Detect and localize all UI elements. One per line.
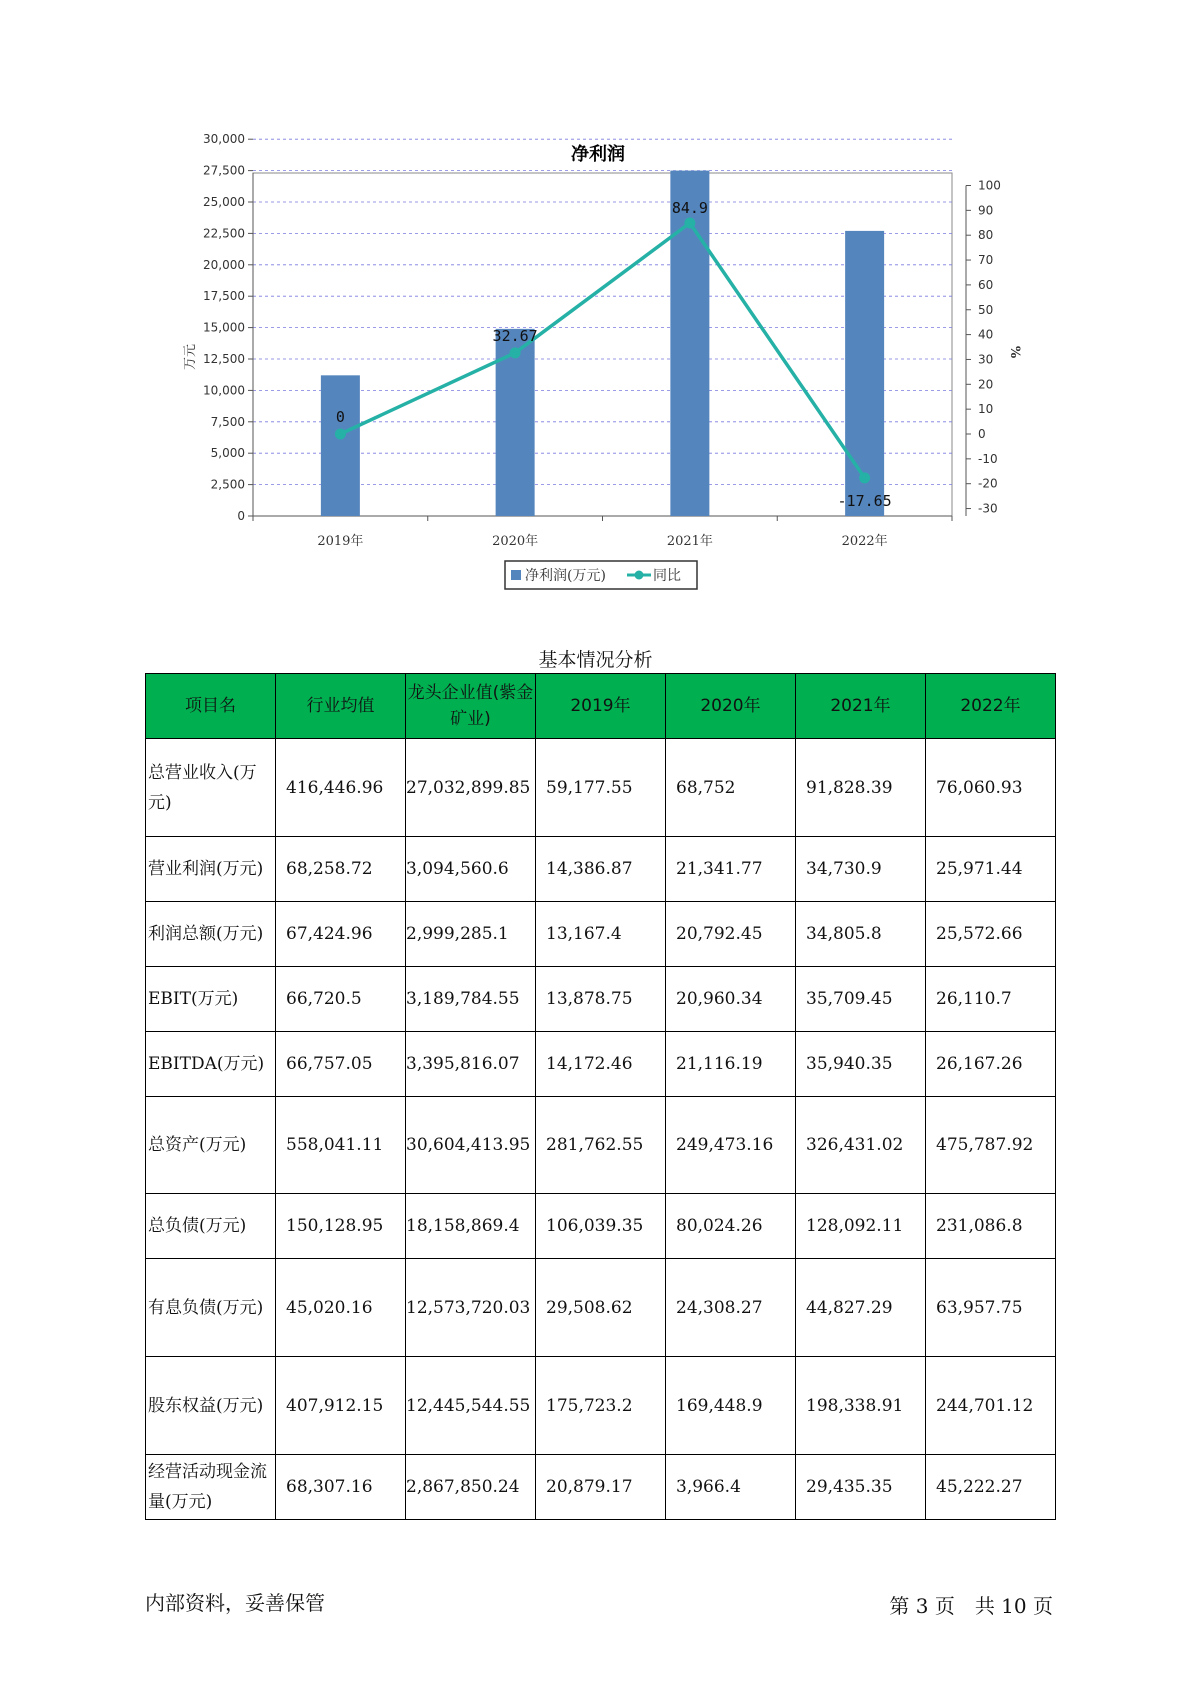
data-label: 84.9 xyxy=(671,199,708,218)
footer-confidential-note: 内部资料，妥善保管 xyxy=(145,1591,325,1615)
table-cell: 66,757.05 xyxy=(276,1032,406,1097)
table-cell: 558,041.11 xyxy=(276,1097,406,1194)
header-cell: 项目名 xyxy=(146,674,276,739)
table-cell: 35,940.35 xyxy=(796,1032,926,1097)
table-cell: 169,448.9 xyxy=(666,1357,796,1455)
table-row xyxy=(146,1097,1056,1194)
right-tick-label: 10 xyxy=(978,402,994,417)
table-cell: 326,431.02 xyxy=(796,1097,926,1194)
table-cell: 3,966.4 xyxy=(666,1455,796,1520)
row-label: EBIT(万元) xyxy=(146,967,276,1032)
header-cell: 2019年 xyxy=(536,674,666,739)
right-tick-label: 90 xyxy=(978,203,994,218)
legend-label: 同比 xyxy=(653,568,681,584)
table-cell: 13,167.4 xyxy=(536,902,666,967)
right-tick-label: 60 xyxy=(978,277,994,292)
row-label: 总负债(万元) xyxy=(146,1194,276,1259)
legend-bar-swatch xyxy=(511,570,521,580)
left-tick-label: 30,000 xyxy=(203,132,245,147)
table-cell: 80,024.26 xyxy=(666,1194,796,1259)
table-cell: 18,158,869.4 xyxy=(406,1194,536,1259)
right-tick-label: 70 xyxy=(978,253,994,268)
row-label: 总营业收入(万元) xyxy=(146,739,276,837)
y-axis-title: 万元 xyxy=(183,343,198,371)
table-cell: 34,805.8 xyxy=(796,902,926,967)
table-row xyxy=(146,837,1056,902)
table-cell: 20,879.17 xyxy=(536,1455,666,1520)
table-cell: 68,752 xyxy=(666,739,796,837)
table-row xyxy=(146,1032,1056,1097)
row-label: EBITDA(万元) xyxy=(146,1032,276,1097)
legend-label: 净利润(万元) xyxy=(525,568,606,584)
table-cell: 67,424.96 xyxy=(276,902,406,967)
left-tick-label: 7,500 xyxy=(210,414,245,429)
net-profit-chart xyxy=(0,0,1191,600)
row-label: 有息负债(万元) xyxy=(146,1259,276,1357)
table-cell: 3,094,560.6 xyxy=(406,837,536,902)
table-cell: 68,307.16 xyxy=(276,1455,406,1520)
left-tick-label: 22,500 xyxy=(203,226,245,241)
table-cell: 14,386.87 xyxy=(536,837,666,902)
table-cell: 24,308.27 xyxy=(666,1259,796,1357)
left-tick-label: 10,000 xyxy=(203,383,245,398)
left-tick-label: 15,000 xyxy=(203,320,245,335)
table-cell: 21,116.19 xyxy=(666,1032,796,1097)
chart-legend xyxy=(505,561,697,589)
right-tick-label: 0 xyxy=(978,427,986,441)
table-row xyxy=(146,967,1056,1032)
table-cell: 35,709.45 xyxy=(796,967,926,1032)
table-cell: 63,957.75 xyxy=(926,1259,1056,1357)
right-tick-label: 20 xyxy=(978,377,994,392)
table-cell: 407,912.15 xyxy=(276,1357,406,1455)
table-cell: 91,828.39 xyxy=(796,739,926,837)
bar xyxy=(321,375,360,516)
table-cell: 20,792.45 xyxy=(666,902,796,967)
table-row xyxy=(146,739,1056,837)
line-point xyxy=(510,347,521,358)
line-series xyxy=(335,218,870,484)
table-cell: 59,177.55 xyxy=(536,739,666,837)
table-cell: 34,730.9 xyxy=(796,837,926,902)
table-cell: 45,020.16 xyxy=(276,1259,406,1357)
right-tick-label: 80 xyxy=(978,228,994,243)
table-cell: 29,508.62 xyxy=(536,1259,666,1357)
table-cell: 30,604,413.95 xyxy=(406,1097,536,1194)
data-label: 32.67 xyxy=(492,326,538,345)
table-row xyxy=(146,1357,1056,1455)
left-tick-label: 27,500 xyxy=(203,163,245,178)
line-point xyxy=(335,429,346,440)
y2-axis-title: % xyxy=(1007,345,1022,359)
table-cell: 44,827.29 xyxy=(796,1259,926,1357)
row-label: 经营活动现金流量(万元) xyxy=(146,1455,276,1520)
table-row xyxy=(146,902,1056,967)
table-cell: 175,723.2 xyxy=(536,1357,666,1455)
left-tick-label: 20,000 xyxy=(203,257,245,272)
left-tick-label: 2,500 xyxy=(210,477,245,492)
chart-axes xyxy=(183,132,1022,549)
table-cell: 2,999,285.1 xyxy=(406,902,536,967)
left-tick-label: 5,000 xyxy=(210,446,245,461)
table-cell: 416,446.96 xyxy=(276,739,406,837)
table-cell: 475,787.92 xyxy=(926,1097,1056,1194)
table-row xyxy=(146,1455,1056,1520)
table-cell: 106,039.35 xyxy=(536,1194,666,1259)
table-cell: 20,960.34 xyxy=(666,967,796,1032)
right-tick-label: -10 xyxy=(978,451,998,466)
table-cell: 21,341.77 xyxy=(666,837,796,902)
chart-title: 净利润 xyxy=(571,144,625,165)
header-cell: 行业均值 xyxy=(276,674,406,739)
left-tick-label: 17,500 xyxy=(203,289,245,304)
table-cell: 3,189,784.55 xyxy=(406,967,536,1032)
header-cell: 龙头企业值(紫金矿业) xyxy=(406,674,536,739)
x-tick-label: 2021年 xyxy=(666,534,713,549)
table-cell: 150,128.95 xyxy=(276,1194,406,1259)
table-row xyxy=(146,1194,1056,1259)
basic-analysis-table xyxy=(145,673,1056,1520)
table-cell: 12,573,720.03 xyxy=(406,1259,536,1357)
row-label: 营业利润(万元) xyxy=(146,837,276,902)
table-cell: 14,172.46 xyxy=(536,1032,666,1097)
chart-labels xyxy=(336,199,892,510)
line-point xyxy=(859,472,870,483)
header-cell: 2020年 xyxy=(666,674,796,739)
header-cell: 2021年 xyxy=(796,674,926,739)
right-tick-label: -20 xyxy=(978,476,998,491)
line-path xyxy=(340,223,864,478)
row-label: 利润总额(万元) xyxy=(146,902,276,967)
table-cell: 25,572.66 xyxy=(926,902,1056,967)
table-cell: 76,060.93 xyxy=(926,739,1056,837)
table-cell: 68,258.72 xyxy=(276,837,406,902)
table-cell: 26,110.7 xyxy=(926,967,1056,1032)
footer-page-number: 第 3 页 共 10 页 xyxy=(889,1594,1053,1618)
table-title: 基本情况分析 xyxy=(538,649,653,671)
x-tick-label: 2020年 xyxy=(492,534,539,549)
table-cell: 25,971.44 xyxy=(926,837,1056,902)
right-tick-label: 50 xyxy=(978,302,994,317)
left-tick-label: 0 xyxy=(237,509,245,523)
table-cell: 198,338.91 xyxy=(796,1357,926,1455)
right-tick-label: 40 xyxy=(978,327,994,342)
table-cell: 128,092.11 xyxy=(796,1194,926,1259)
table-cell: 2,867,850.24 xyxy=(406,1455,536,1520)
header-cell: 2022年 xyxy=(926,674,1056,739)
table-cell: 244,701.12 xyxy=(926,1357,1056,1455)
table-cell: 27,032,899.85 xyxy=(406,739,536,837)
x-tick-label: 2019年 xyxy=(317,534,364,549)
table-cell: 66,720.5 xyxy=(276,967,406,1032)
row-label: 股东权益(万元) xyxy=(146,1357,276,1455)
data-label: 0 xyxy=(335,408,345,426)
table-cell: 13,878.75 xyxy=(536,967,666,1032)
table-cell: 231,086.8 xyxy=(926,1194,1056,1259)
right-tick-label: -30 xyxy=(978,501,998,516)
left-tick-label: 25,000 xyxy=(203,195,245,209)
legend-line-marker xyxy=(635,571,644,580)
bar-series xyxy=(321,171,884,516)
table-row xyxy=(146,1259,1056,1357)
data-label: -17.65 xyxy=(837,491,892,510)
table-cell: 281,762.55 xyxy=(536,1097,666,1194)
left-tick-label: 12,500 xyxy=(203,352,245,366)
table-cell: 12,445,544.55 xyxy=(406,1357,536,1455)
table-header-row xyxy=(146,674,1056,739)
right-tick-label: 100 xyxy=(978,178,1001,193)
x-tick-label: 2022年 xyxy=(841,534,888,549)
right-tick-label: 30 xyxy=(978,352,994,367)
line-point xyxy=(684,218,695,229)
table-cell: 29,435.35 xyxy=(796,1455,926,1520)
table-cell: 249,473.16 xyxy=(666,1097,796,1194)
table-cell: 26,167.26 xyxy=(926,1032,1056,1097)
row-label: 总资产(万元) xyxy=(146,1097,276,1194)
table-cell: 45,222.27 xyxy=(926,1455,1056,1520)
table-cell: 3,395,816.07 xyxy=(406,1032,536,1097)
